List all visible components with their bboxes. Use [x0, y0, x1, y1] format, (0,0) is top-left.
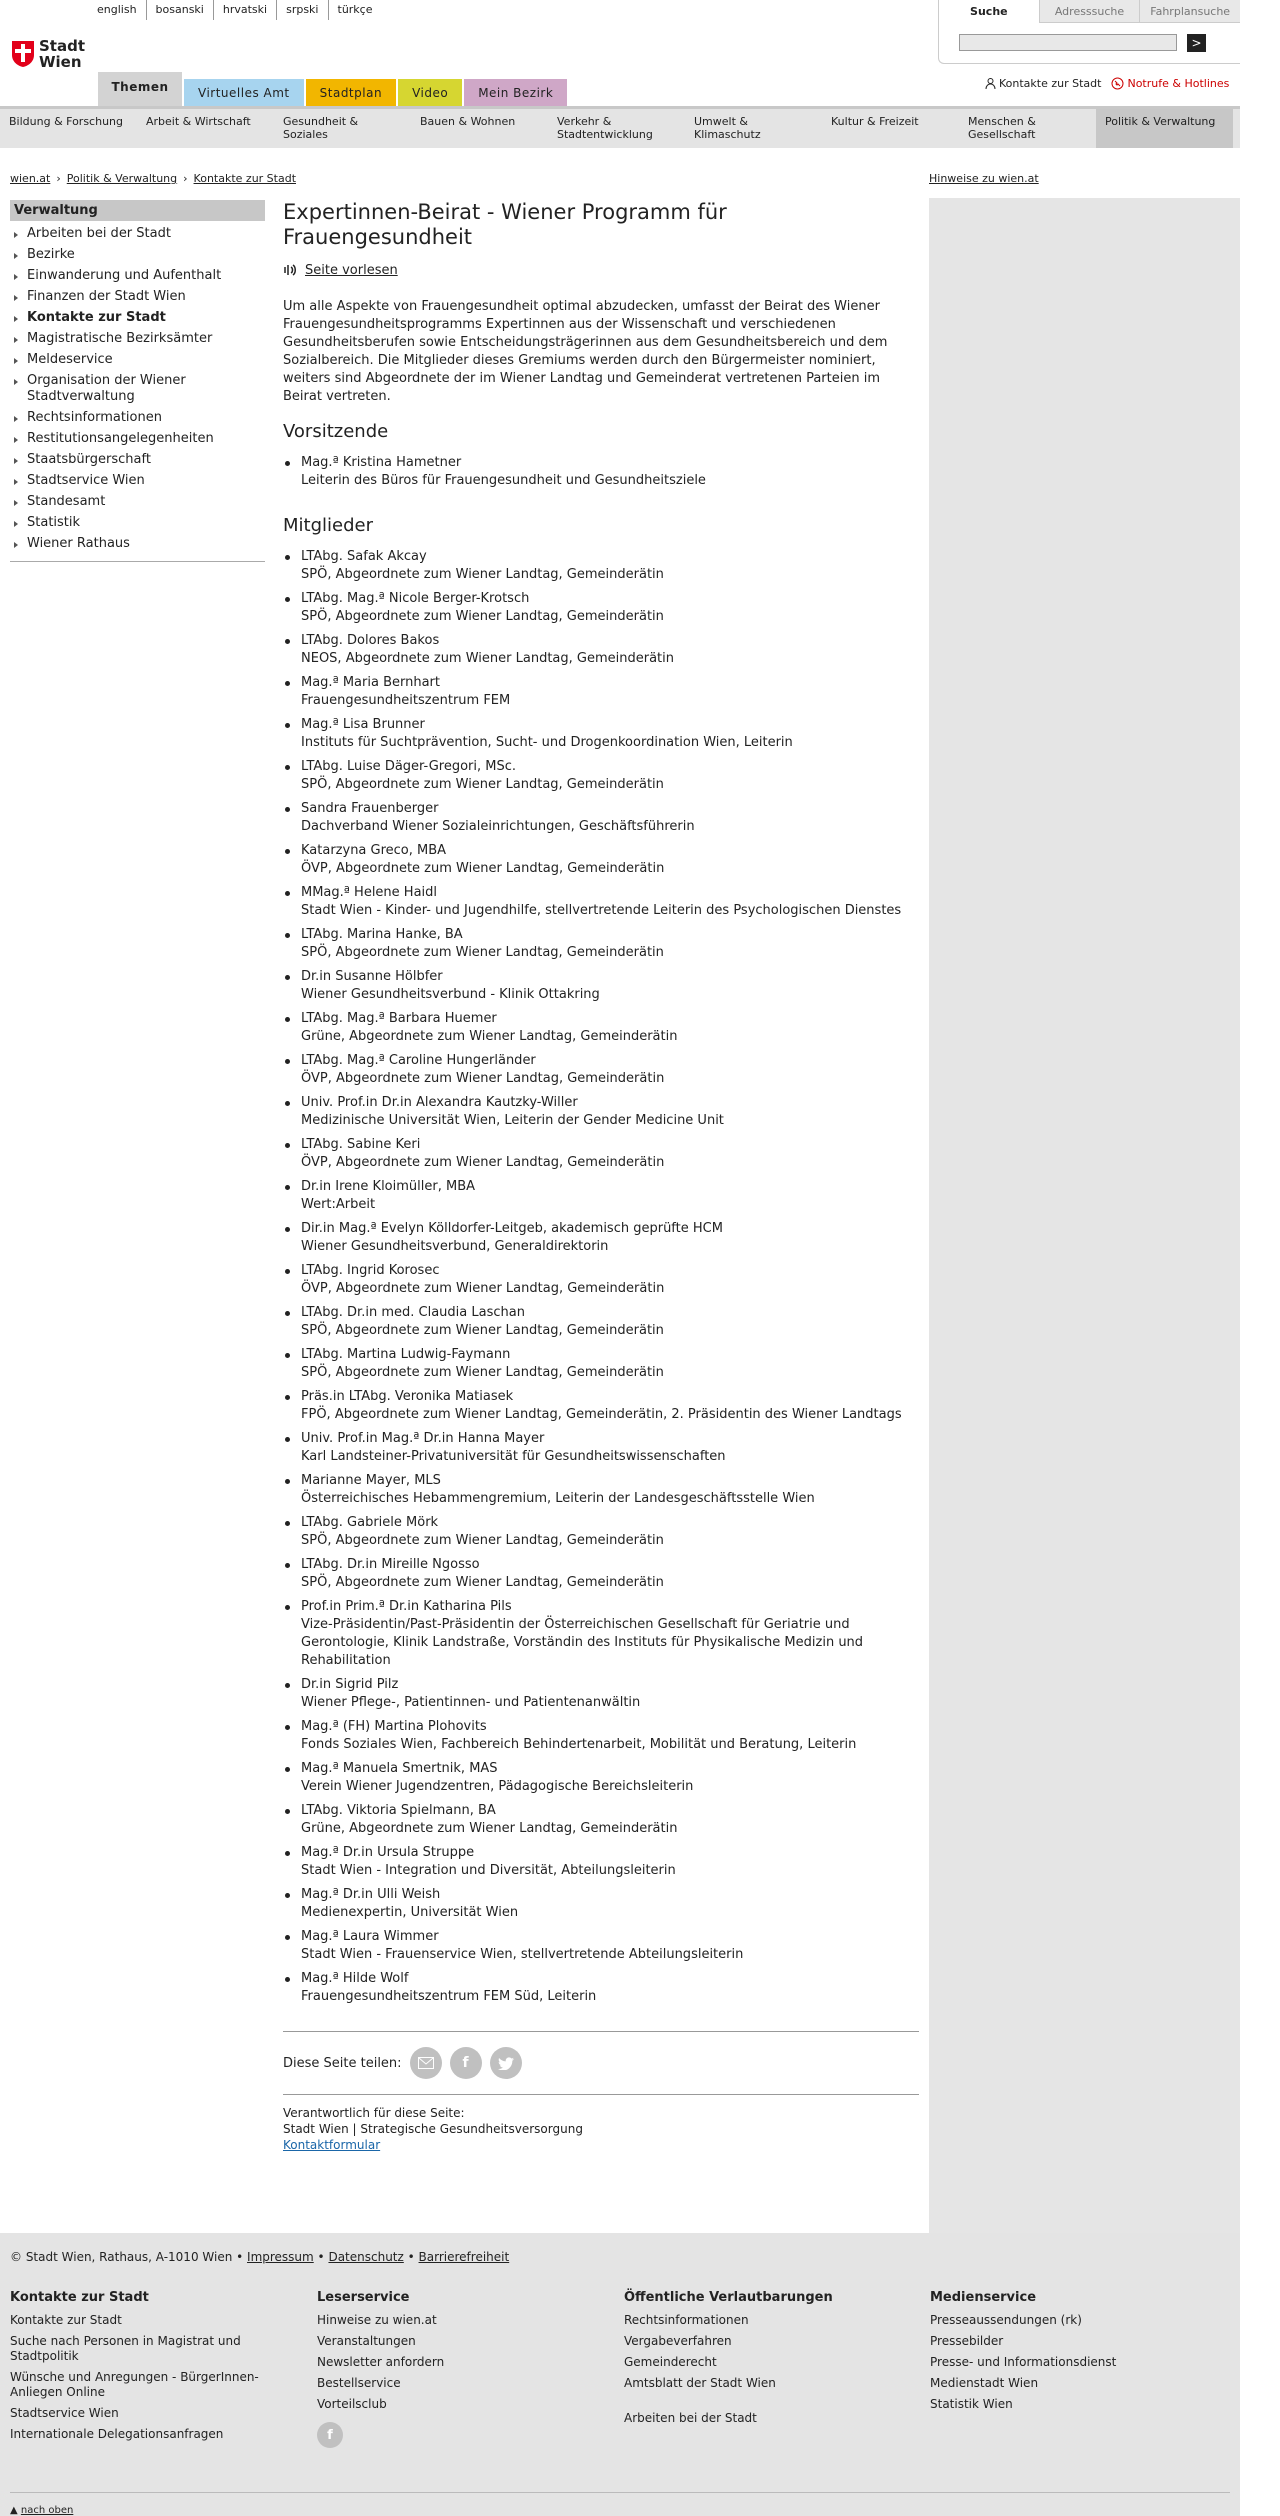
facebook-icon[interactable]: f — [450, 2047, 482, 2079]
main-content — [283, 200, 919, 2153]
member-item — [283, 1262, 919, 1298]
responsibility-block — [283, 2105, 919, 2153]
page-title: Expertinnen-Beirat - Wiener Programm für Frauengesundheit — [283, 200, 727, 249]
lang-link-bosanski[interactable]: bosanski — [147, 0, 214, 20]
member-item — [283, 1598, 919, 1670]
member-item — [283, 1928, 919, 1964]
member-item — [283, 674, 919, 710]
footer-link-hinweise-zu-wien-at[interactable]: Hinweise zu wien.at — [317, 2313, 437, 2327]
twitter-icon[interactable] — [490, 2047, 522, 2079]
sidebar-item-staatsburgerschaft[interactable]: Staatsbürgerschaft — [10, 450, 265, 471]
member-role: SPÖ, Abgeordnete zum Wiener Landtag, Gemeinderätin — [301, 1323, 664, 1338]
main-navigation — [98, 72, 567, 106]
member-role: Wiener Gesundheitsverbund - Klinik Ottakring — [301, 987, 600, 1002]
up-arrow-icon: ▲ — [10, 2505, 18, 2516]
back-to-top-link[interactable]: nach oben — [20, 2505, 74, 2516]
member-name: LTAbg. Marina Hanke, BA — [301, 927, 463, 942]
member-name: Mag.ª Maria Bernhart — [301, 675, 440, 690]
member-item — [283, 968, 919, 1004]
member-role: Medizinische Universität Wien, Leiterin der Gender Medicine Unit — [301, 1113, 724, 1128]
sidebar-item-finanzen-der-stadt-wien[interactable]: Finanzen der Stadt Wien — [10, 287, 265, 308]
member-role: SPÖ, Abgeordnete zum Wiener Landtag, Gemeinderätin — [301, 777, 664, 792]
right-sidebar — [929, 198, 1240, 2233]
member-name: Präs.in LTAbg. Veronika Matiasek — [301, 1389, 514, 1404]
footer-heading: Öffentliche Verlautbarungen — [624, 2290, 833, 2305]
member-name: Dr.in Sigrid Pilz — [301, 1677, 399, 1692]
member-item — [283, 1094, 919, 1130]
stadt-wien-logo[interactable] — [12, 38, 85, 70]
member-name: Univ. Prof.in Dr.in Alexandra Kautzky-Willer — [301, 1095, 578, 1110]
member-role: ÖVP, Abgeordnete zum Wiener Landtag, Gemeinderätin — [301, 1281, 665, 1296]
sidebar-item-standesamt[interactable]: Standesamt — [10, 492, 265, 513]
member-name: Univ. Prof.in Mag.ª Dr.in Hanna Mayer — [301, 1431, 545, 1446]
topic-kultur-freizeit[interactable]: Kultur & Freizeit — [831, 115, 919, 128]
member-role: SPÖ, Abgeordnete zum Wiener Landtag, Gemeinderätin — [301, 1365, 664, 1380]
member-role: Vize-Präsidentin/Past-Präsidentin der Österreichischen Gesellschaft für Geriatrie und Gerontologie, Klinik Landstraße, Vorständin des Instituts für Physikalische Medizin und Rehabilitation — [301, 1617, 864, 1668]
mainnav-tab-video[interactable]: Video — [398, 79, 462, 106]
emergency-link[interactable] — [1111, 77, 1229, 90]
member-role: NEOS, Abgeordnete zum Wiener Landtag, Gemeinderätin — [301, 651, 674, 666]
member-name: LTAbg. Safak Akcay — [301, 549, 427, 564]
member-name: Mag.ª (FH) Martina Plohovits — [301, 1719, 487, 1734]
member-role: Frauengesundheitszentrum FEM Süd, Leiterin — [301, 1989, 597, 2004]
mail-icon[interactable] — [410, 2047, 442, 2079]
member-role: SPÖ, Abgeordnete zum Wiener Landtag, Gemeinderätin — [301, 945, 664, 960]
search-panel — [938, 0, 1240, 64]
lang-link-english[interactable]: english — [88, 0, 147, 20]
member-name: Mag.ª Kristina Hametner — [301, 455, 462, 470]
member-role: Stadt Wien - Kinder- und Jugendhilfe, stellvertretende Leiterin des Psychologischen Dienstes — [301, 903, 902, 918]
sidebar-item-statistik[interactable]: Statistik — [10, 513, 265, 534]
sidebar-item-kontakte-zur-stadt[interactable]: Kontakte zur Stadt — [10, 308, 265, 329]
read-aloud-link[interactable] — [283, 262, 919, 278]
member-name: Dir.in Mag.ª Evelyn Kölldorfer-Leitgeb, akademisch geprüfte HCM — [301, 1221, 723, 1236]
responsibility-org: Stadt Wien | Strategische Gesundheitsversorgung — [283, 2122, 583, 2136]
breadcrumb-item[interactable]: Politik & Verwaltung — [66, 172, 178, 185]
member-name: LTAbg. Mag.ª Barbara Huemer — [301, 1011, 497, 1026]
wien-shield-icon — [12, 41, 34, 67]
intro-text: Um alle Aspekte von Frauengesundheit optimal abzudecken, umfasst der Beirat des Wiener Frauengesundheitsprogramms Expertinnen aus der Wissenschaft und verschiedenen Gesundheitsberufen sowie Entscheidungsträgerinnen aus dem Gesundheitsbereich und dem Sozialbereich. Die Mitglieder dieses Gremiums werden durch den Bürgermeister nominiert, weiters sind Abgeordnete der im Wiener Landtag und Gemeinderat vertretenen Parteien im Beirat vertreten. — [283, 299, 888, 404]
speaker-icon — [283, 262, 297, 278]
footer-link-wunsche-und-anregungen-burgerinnen-anliegen-online[interactable]: Wünsche und Anregungen - BürgerInnen-Anliegen Online — [10, 2370, 259, 2399]
member-list — [283, 548, 919, 2006]
members-heading: Mitglieder — [283, 515, 373, 536]
member-name: LTAbg. Dr.in med. Claudia Laschan — [301, 1305, 525, 1320]
member-role: ÖVP, Abgeordnete zum Wiener Landtag, Gemeinderätin — [301, 1155, 665, 1170]
footer-link-internationale-delegationsanfragen[interactable]: Internationale Delegationsanfragen — [10, 2427, 224, 2441]
footer-link-newsletter-anfordern[interactable]: Newsletter anfordern — [317, 2355, 445, 2369]
topic-verkehr-stadtentwicklung[interactable]: Verkehr & Stadtentwicklung — [557, 115, 653, 141]
responsibility-label: Verantwortlich für diese Seite: — [283, 2106, 465, 2120]
footer-link-suche-nach-personen-in-magistrat-und-stadtpolitik[interactable]: Suche nach Personen in Magistrat und Stadtpolitik — [10, 2334, 241, 2363]
lang-link-srpski[interactable]: srpski — [277, 0, 328, 20]
breadcrumb-separator: › — [183, 172, 188, 185]
member-item — [283, 1304, 919, 1340]
member-name: Mag.ª Dr.in Ulli Weish — [301, 1887, 441, 1902]
member-role: Österreichisches Hebammengremium, Leiterin der Landesgeschäftsstelle Wien — [301, 1491, 815, 1506]
search-tab-fahrplansuche[interactable]: Fahrplansuche — [1139, 0, 1240, 23]
hinweise-link[interactable]: Hinweise zu wien.at — [929, 172, 1039, 185]
logo-line1: Stadt — [39, 37, 86, 55]
member-name: LTAbg. Mag.ª Nicole Berger-Krotsch — [301, 591, 530, 606]
phone-icon — [1111, 77, 1124, 90]
member-role: Leiterin des Büros für Frauengesundheit und Gesundheitsziele — [301, 473, 706, 488]
member-item — [283, 1430, 919, 1466]
search-tab-adresssuche[interactable]: Adresssuche — [1039, 0, 1140, 23]
topic-bildung-forschung[interactable]: Bildung & Forschung — [9, 115, 124, 128]
footer-link-veranstaltungen[interactable]: Veranstaltungen — [317, 2334, 416, 2348]
member-item — [283, 1010, 919, 1046]
breadcrumb — [10, 172, 296, 185]
member-item — [283, 548, 919, 584]
member-name: LTAbg. Dr.in Mireille Ngosso — [301, 1557, 480, 1572]
member-role: FPÖ, Abgeordnete zum Wiener Landtag, Gemeinderätin, 2. Präsidentin des Wiener Landtags — [301, 1407, 902, 1422]
member-name: Mag.ª Lisa Brunner — [301, 717, 425, 732]
member-role: Grüne, Abgeordnete zum Wiener Landtag, Gemeinderätin — [301, 1029, 678, 1044]
barrierefreiheit-link[interactable]: Barrierefreiheit — [418, 2250, 510, 2264]
footer-link-amtsblatt-der-stadt-wien[interactable]: Amtsblatt der Stadt Wien — [624, 2376, 776, 2390]
back-to-top[interactable] — [10, 2492, 1230, 2516]
sidebar-item-meldeservice[interactable]: Meldeservice — [10, 350, 265, 371]
sidebar-item-stadtservice-wien[interactable]: Stadtservice Wien — [10, 471, 265, 492]
footer-link-vorteilsclub[interactable]: Vorteilsclub — [317, 2397, 387, 2411]
topic-umwelt-klimaschutz[interactable]: Umwelt & Klimaschutz — [694, 115, 761, 141]
member-item — [283, 1760, 919, 1796]
chair-list — [283, 454, 919, 490]
read-aloud-label[interactable]: Seite vorlesen — [305, 262, 398, 278]
member-item — [283, 800, 919, 836]
member-name: LTAbg. Dolores Bakos — [301, 633, 440, 648]
member-item — [283, 1346, 919, 1382]
datenschutz-link[interactable]: Datenschutz — [328, 2250, 404, 2264]
footer-link-statistik-wien[interactable]: Statistik Wien — [930, 2397, 1013, 2411]
impressum-link[interactable]: Impressum — [247, 2250, 314, 2264]
sidebar-item-wiener-rathaus[interactable]: Wiener Rathaus — [10, 534, 265, 555]
member-name: Prof.in Prim.ª Dr.in Katharina Pils — [301, 1599, 512, 1614]
member-item — [283, 632, 919, 668]
footer-link-presseaussendungen-rk[interactable]: Presseaussendungen (rk) — [930, 2313, 1082, 2327]
member-role: Grüne, Abgeordnete zum Wiener Landtag, Gemeinderätin — [301, 1821, 678, 1836]
member-item — [283, 1052, 919, 1088]
topic-navigation — [0, 106, 1240, 148]
member-role: SPÖ, Abgeordnete zum Wiener Landtag, Gemeinderätin — [301, 1575, 664, 1590]
footer — [0, 2233, 1240, 2516]
footer-column-kontakte-zur-stadt — [10, 2290, 300, 2448]
topic-arbeit-wirtschaft[interactable]: Arbeit & Wirtschaft — [146, 115, 251, 128]
member-item — [283, 1388, 919, 1424]
copyright-text: © Stadt Wien, Rathaus, A-1010 Wien • — [10, 2250, 244, 2264]
sidebar-heading[interactable]: Verwaltung — [10, 200, 265, 221]
footer-column-offentliche-verlautbarungen — [624, 2290, 914, 2432]
footer-heading: Kontakte zur Stadt — [10, 2290, 149, 2305]
member-name: LTAbg. Ingrid Korosec — [301, 1263, 440, 1278]
chair-heading: Vorsitzende — [283, 421, 389, 442]
top-links — [985, 77, 1229, 90]
member-name: Mag.ª Laura Wimmer — [301, 1929, 439, 1944]
member-name: Mag.ª Manuela Smertnik, MAS — [301, 1761, 498, 1776]
member-name: Katarzyna Greco, MBA — [301, 843, 447, 858]
member-item — [283, 1136, 919, 1172]
chair-item — [283, 454, 919, 490]
member-item — [283, 590, 919, 626]
topic-gesundheit-soziales[interactable]: Gesundheit & Soziales — [283, 115, 359, 141]
topic-politik-verwaltung[interactable]: Politik & Verwaltung — [1096, 109, 1233, 148]
footer-column-medienservice — [930, 2290, 1220, 2418]
share-label: Diese Seite teilen: — [283, 2055, 402, 2071]
member-name: LTAbg. Gabriele Mörk — [301, 1515, 439, 1530]
member-role: SPÖ, Abgeordnete zum Wiener Landtag, Gemeinderätin — [301, 567, 664, 582]
sidebar-item-bezirke[interactable]: Bezirke — [10, 245, 265, 266]
footer-spacer — [624, 2397, 914, 2405]
mainnav-tab-mein-bezirk[interactable]: Mein Bezirk — [464, 79, 567, 106]
footer-link-stadtservice-wien[interactable]: Stadtservice Wien — [10, 2406, 119, 2420]
member-name: LTAbg. Viktoria Spielmann, BA — [301, 1803, 496, 1818]
contacts-link-label: Kontakte zur Stadt — [999, 77, 1102, 90]
member-item — [283, 1514, 919, 1550]
footer-link-kontakte-zur-stadt[interactable]: Kontakte zur Stadt — [10, 2313, 122, 2327]
member-name: LTAbg. Mag.ª Caroline Hungerländer — [301, 1053, 536, 1068]
search-tab-suche[interactable]: Suche — [939, 0, 1039, 23]
member-role: ÖVP, Abgeordnete zum Wiener Landtag, Gemeinderätin — [301, 1071, 665, 1086]
member-role: Frauengesundheitszentrum FEM — [301, 693, 511, 708]
member-role: Fonds Soziales Wien, Fachbereich Behindertenarbeit, Mobilität und Beratung, Leiterin — [301, 1737, 857, 1752]
member-role: ÖVP, Abgeordnete zum Wiener Landtag, Gemeinderätin — [301, 861, 665, 876]
person-icon — [985, 78, 996, 89]
member-role: Verein Wiener Jugendzentren, Pädagogische Bereichsleiterin — [301, 1779, 694, 1794]
language-bar — [88, 0, 382, 20]
footer-column-leserservice — [317, 2290, 607, 2448]
footer-link-gemeinderecht[interactable]: Gemeinderecht — [624, 2355, 717, 2369]
share-bar — [283, 2031, 919, 2095]
emergency-link-label: Notrufe & Hotlines — [1127, 77, 1230, 90]
mainnav-tab-virtuelles-amt[interactable]: Virtuelles Amt — [184, 79, 304, 106]
member-name: LTAbg. Martina Ludwig-Faymann — [301, 1347, 511, 1362]
member-item — [283, 758, 919, 794]
footer-link-vergabeverfahren[interactable]: Vergabeverfahren — [624, 2334, 732, 2348]
sidebar-item-restitutionsangelegenheiten[interactable]: Restitutionsangelegenheiten — [10, 429, 265, 450]
logo-line2: Wien — [39, 53, 82, 71]
footer-heading: Medienservice — [930, 2290, 1037, 2305]
sidebar-item-rechtsinformationen[interactable]: Rechtsinformationen — [10, 408, 265, 429]
copyright-line: © Stadt Wien, Rathaus, A-1010 Wien • Impressum • Datenschutz • Barrierefreiheit — [10, 2250, 510, 2264]
member-item — [283, 1802, 919, 1838]
footer-link-pressebilder[interactable]: Pressebilder — [930, 2334, 1004, 2348]
member-item — [283, 842, 919, 878]
member-item — [283, 1718, 919, 1754]
member-role: Wert:Arbeit — [301, 1197, 376, 1212]
sidebar-item-arbeiten-bei-der-stadt[interactable]: Arbeiten bei der Stadt — [10, 224, 265, 245]
mainnav-tab-stadtplan[interactable]: Stadtplan — [306, 79, 396, 106]
topic-bauen-wohnen[interactable]: Bauen & Wohnen — [420, 115, 516, 128]
footer-link-bestellservice[interactable]: Bestellservice — [317, 2376, 401, 2390]
member-role: Karl Landsteiner-Privatuniversität für Gesundheitswissenschaften — [301, 1449, 726, 1464]
member-role: Dachverband Wiener Sozialeinrichtungen, Geschäftsführerin — [301, 819, 695, 834]
member-item — [283, 1472, 919, 1508]
member-item — [283, 1556, 919, 1592]
member-name: Mag.ª Dr.in Ursula Struppe — [301, 1845, 475, 1860]
member-name: Marianne Mayer, MLS — [301, 1473, 441, 1488]
member-role: SPÖ, Abgeordnete zum Wiener Landtag, Gemeinderätin — [301, 609, 664, 624]
member-item — [283, 926, 919, 962]
sidebar-item-magistratische-bezirksamter[interactable]: Magistratische Bezirksämter — [10, 329, 265, 350]
lang-link-hrvatski[interactable]: hrvatski — [214, 0, 277, 20]
footer-link-arbeiten-bei-der-stadt[interactable]: Arbeiten bei der Stadt — [624, 2411, 757, 2425]
breadcrumb-item[interactable]: wien.at — [10, 172, 51, 185]
member-role: Medienexpertin, Universität Wien — [301, 1905, 519, 1920]
member-item — [283, 1886, 919, 1922]
topic-menschen-gesellschaft[interactable]: Menschen & Gesellschaft — [968, 115, 1036, 141]
contact-form-link[interactable]: Kontaktformular — [283, 2138, 381, 2152]
search-tabs — [939, 0, 1240, 23]
member-item — [283, 884, 919, 920]
sidebar-navigation — [10, 200, 265, 562]
member-role: Wiener Gesundheitsverbund, Generaldirektorin — [301, 1239, 609, 1254]
member-name: LTAbg. Luise Däger-Gregori, MSc. — [301, 759, 517, 774]
member-name: Dr.in Susanne Hölbfer — [301, 969, 443, 984]
member-name: MMag.ª Helene Haidl — [301, 885, 438, 900]
member-role: Stadt Wien - Frauenservice Wien, stellvertretende Abteilungsleiterin — [301, 1947, 744, 1962]
member-item — [283, 1970, 919, 2006]
member-role: Wiener Pflege-, Patientinnen- und Patientenanwältin — [301, 1695, 641, 1710]
mainnav-tab-themen[interactable]: Themen — [98, 72, 182, 106]
contacts-link[interactable] — [985, 77, 1101, 90]
search-submit-button[interactable]: > — [1187, 34, 1206, 52]
member-item — [283, 1844, 919, 1880]
member-role: SPÖ, Abgeordnete zum Wiener Landtag, Gemeinderätin — [301, 1533, 664, 1548]
footer-link-presse-und-informationsdienst[interactable]: Presse- und Informationsdienst — [930, 2355, 1117, 2369]
member-item — [283, 1178, 919, 1214]
footer-link-medienstadt-wien[interactable]: Medienstadt Wien — [930, 2376, 1039, 2390]
member-name: Dr.in Irene Kloimüller, MBA — [301, 1179, 476, 1194]
footer-heading: Leserservice — [317, 2290, 410, 2305]
member-item — [283, 1220, 919, 1256]
member-name: LTAbg. Sabine Keri — [301, 1137, 421, 1152]
breadcrumb-item[interactable]: Kontakte zur Stadt — [193, 172, 297, 185]
member-role: Instituts für Suchtprävention, Sucht- und Drogenkoordination Wien, Leiterin — [301, 735, 793, 750]
sidebar-item-organisation-der-wiener-stadtverwaltung[interactable]: Organisation der Wiener Stadtverwaltung — [10, 371, 265, 408]
breadcrumb-separator: › — [56, 172, 61, 185]
footer-link-rechtsinformationen[interactable]: Rechtsinformationen — [624, 2313, 749, 2327]
sidebar-item-einwanderung-und-aufenthalt[interactable]: Einwanderung und Aufenthalt — [10, 266, 265, 287]
member-name: Sandra Frauenberger — [301, 801, 439, 816]
member-name: Mag.ª Hilde Wolf — [301, 1971, 409, 1986]
member-item — [283, 716, 919, 752]
member-item — [283, 1676, 919, 1712]
search-input[interactable] — [959, 34, 1177, 51]
lang-link-turkce[interactable]: türkçe — [337, 3, 373, 16]
member-role: Stadt Wien - Integration und Diversität, Abteilungsleiterin — [301, 1863, 676, 1878]
facebook-icon[interactable]: f — [317, 2422, 343, 2448]
